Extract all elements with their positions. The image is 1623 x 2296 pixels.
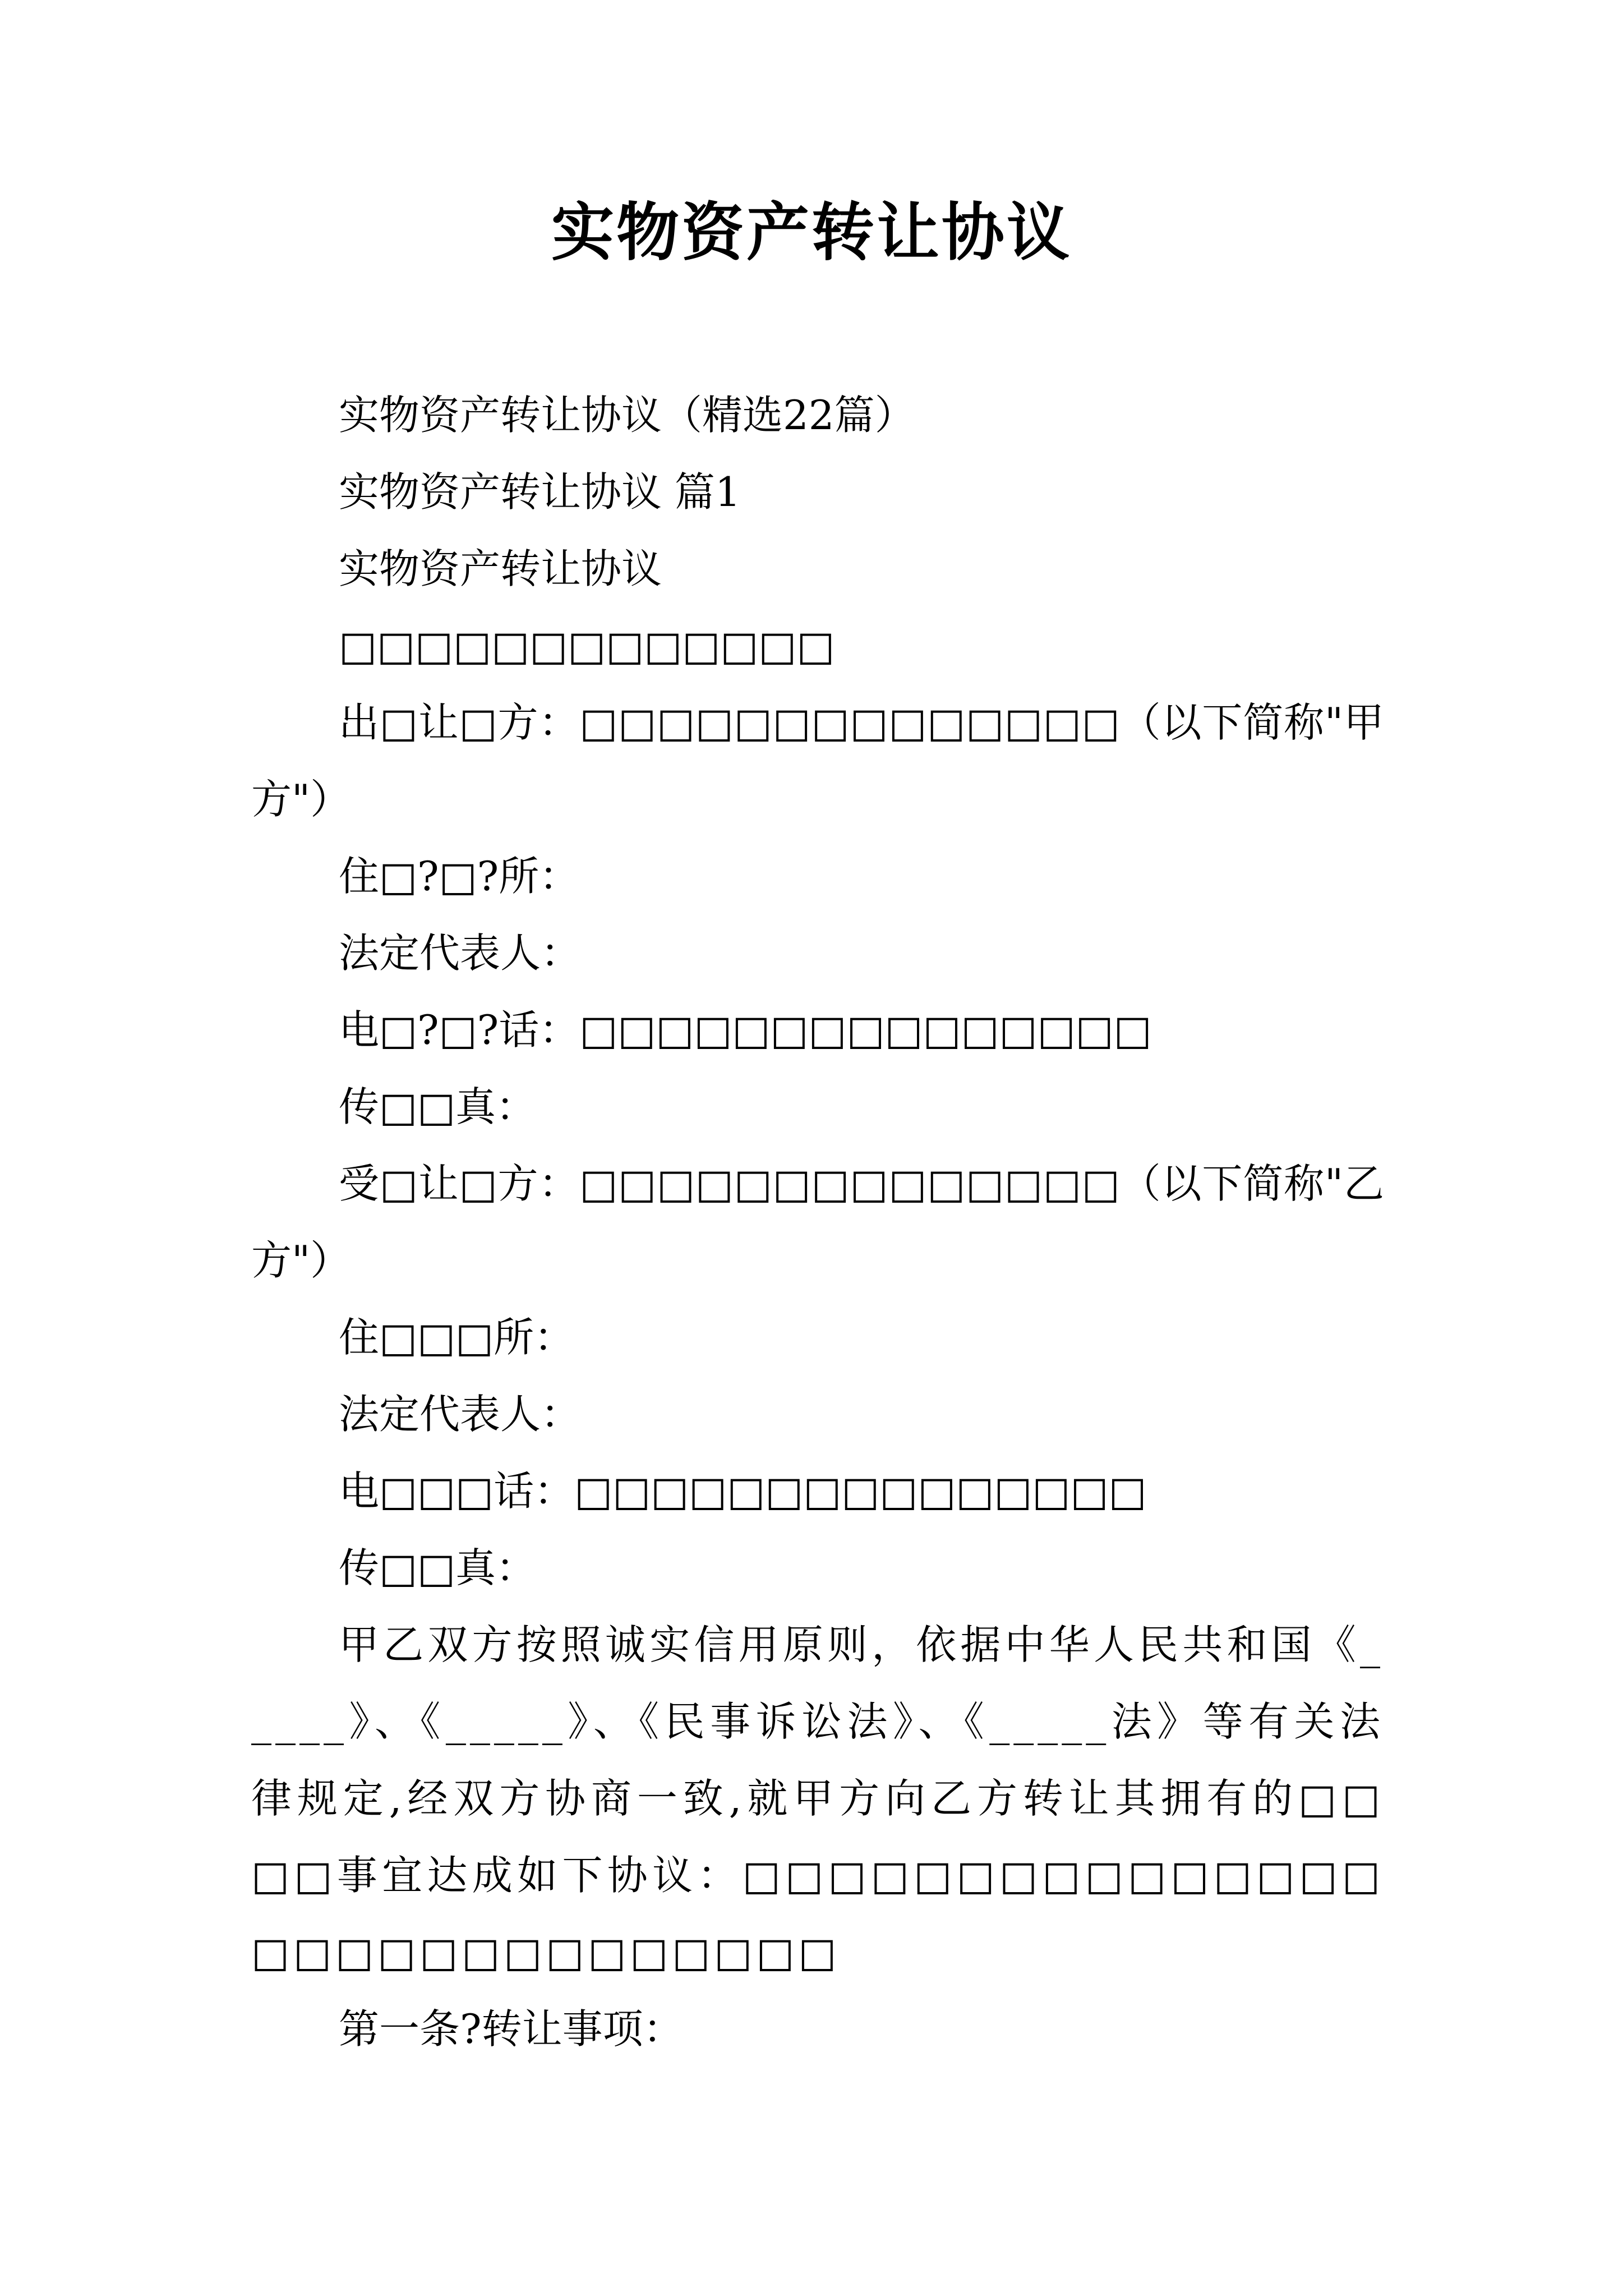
paragraph-transferor-phone: 电□?□?话：□□□□□□□□□□□□□□□ bbox=[339, 1006, 1152, 1053]
paragraph-agreement-name: 实物资产转让协议 bbox=[339, 545, 662, 592]
paragraph-transferee: 受□让□方：□□□□□□□□□□□□□□（以下简称"乙方"） bbox=[251, 1160, 1384, 1284]
paragraph-transferor: 出□让□方：□□□□□□□□□□□□□□（以下简称"甲方"） bbox=[251, 699, 1384, 823]
document-body bbox=[251, 377, 1384, 2068]
paragraph-transferor-address: 住□?□?所： bbox=[339, 853, 580, 900]
paragraph-transferee-fax: 传□□真： bbox=[339, 1544, 537, 1591]
paragraph-transferor-fax: 传□□真： bbox=[339, 1083, 537, 1130]
paragraph-transferee-representative: 法定代表人： bbox=[339, 1391, 582, 1438]
document-title: 实物资产转让协议 bbox=[551, 196, 1072, 269]
paragraph-section-heading: 实物资产转让协议 篇1 bbox=[339, 468, 741, 516]
paragraph-transferee-phone: 电□□□话：□□□□□□□□□□□□□□□ bbox=[339, 1467, 1147, 1515]
paragraph-agreement-basis: 甲乙双方按照诚实信用原则，依据中华人民共和国《_____》、《_____》、《民事诉讼法》、《_____法》等有关法律规定,经双方协商一致,就甲方向乙方转让其拥有的□□□□事宜达成如下协议：□□□□□□□□□□□□□□□□□□□□□□□□□□□□□ bbox=[251, 1621, 1384, 1976]
paragraph-article-one: 第一条?转让事项： bbox=[339, 2005, 684, 2053]
paragraph-placeholder-line: □□□□□□□□□□□□□ bbox=[339, 622, 835, 669]
paragraph-subtitle: 实物资产转让协议（精选22篇） bbox=[339, 392, 915, 439]
paragraph-transferee-address: 住□□□所： bbox=[339, 1314, 575, 1361]
paragraph-transferor-representative: 法定代表人： bbox=[339, 930, 582, 977]
